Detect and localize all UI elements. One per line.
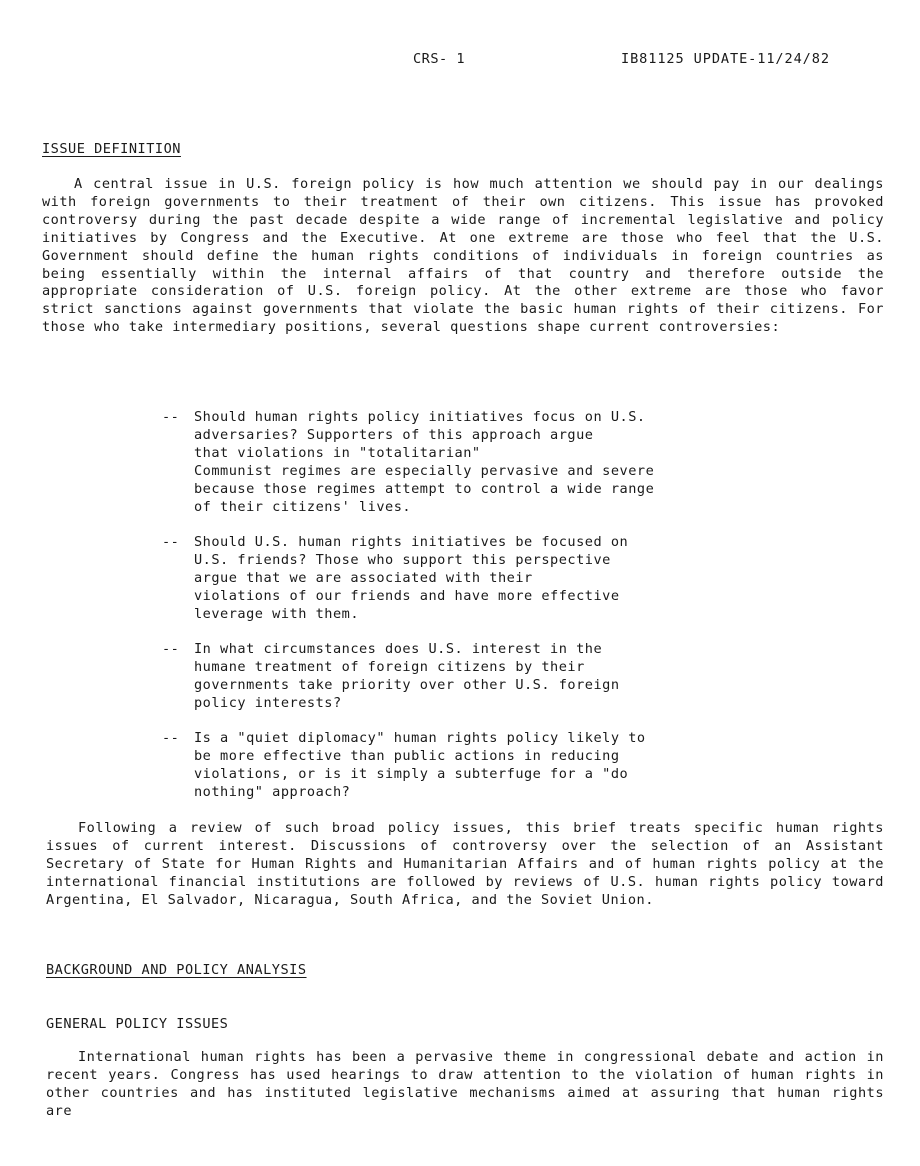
bullet-text: Should U.S. human rights initiatives be focused on U.S. friends? Those who support this perspective argue that we are associated with their violations of our friends and have more effective leverage with them. <box>194 534 629 622</box>
background-heading: BACKGROUND AND POLICY ANALYSIS <box>46 962 307 978</box>
bullet-item <box>162 730 782 802</box>
page-header <box>0 51 920 69</box>
bullet-item <box>162 409 782 516</box>
general-policy-subheading: GENERAL POLICY ISSUES <box>46 1016 229 1032</box>
background-text: International human rights has been a pervasive theme in congressional debate and action in recent years. Congress has used hearings to draw attention to the violation of human rights in other countries and has instituted legislative mechanisms aimed at assuring that human rights are <box>46 1049 884 1119</box>
bullet-dash: -- <box>162 730 180 746</box>
bullet-item <box>162 641 782 713</box>
closing-text: Following a review of such broad policy issues, this brief treats specific human rights issues of current interest. Discussions of controversy over the selection of an Assistant Secretary of State for Human Rights and Humanitarian Affairs and of human rights policy at the international financial institutions are followed by reviews of U.S. human rights policy toward Argentina, El Salvador, Nicaragua, South Africa, and the Soviet Union. <box>46 820 884 908</box>
bullet-dash: -- <box>162 641 180 657</box>
closing-paragraph <box>46 820 884 910</box>
issue-brief-id-update: IB81125 UPDATE-11/24/82 <box>621 51 830 67</box>
bullet-dash: -- <box>162 534 180 550</box>
issue-definition-heading: ISSUE DEFINITION <box>42 141 181 157</box>
background-paragraph <box>46 1049 884 1121</box>
bullet-text: In what circumstances does U.S. interest in the humane treatment of foreign citizens by their governments take priority over other U.S. foreign policy interests? <box>194 641 620 711</box>
bullet-text: Should human rights policy initiatives focus on U.S. adversaries? Supporters of this approach argue that violations in "totalitarian" Communist regimes are especially pervasive and severe because those regimes attempt to control a wide range of their citizens' lives. <box>194 409 655 515</box>
issue-definition-paragraph <box>42 176 884 337</box>
bullet-item <box>162 534 782 624</box>
crs-page-number: CRS- 1 <box>413 51 466 67</box>
issue-definition-text: A central issue in U.S. foreign policy is how much attention we should pay in our dealings with foreign governments to their treatment of their own citizens. This issue has provoked controversy during the past decade despite a wide range of incremental legislative and policy initiatives by Congress and the Executive. At one extreme are those who feel that the U.S. Government should define the human rights conditions of individuals in foreign countries as being essentially within the internal affairs of that country and therefore outside the appropriate consideration of U.S. foreign policy. At the other extreme are those who favor strict sanctions against governments that violate the basic human rights of their citizens. For those who take intermediary positions, several questions shape current controversies: <box>42 176 884 336</box>
bullet-dash: -- <box>162 409 180 425</box>
bullet-text: Is a "quiet diplomacy" human rights policy likely to be more effective than public actions in reducing violations, or is it simply a subterfuge for a "do nothing" approach? <box>194 730 646 800</box>
